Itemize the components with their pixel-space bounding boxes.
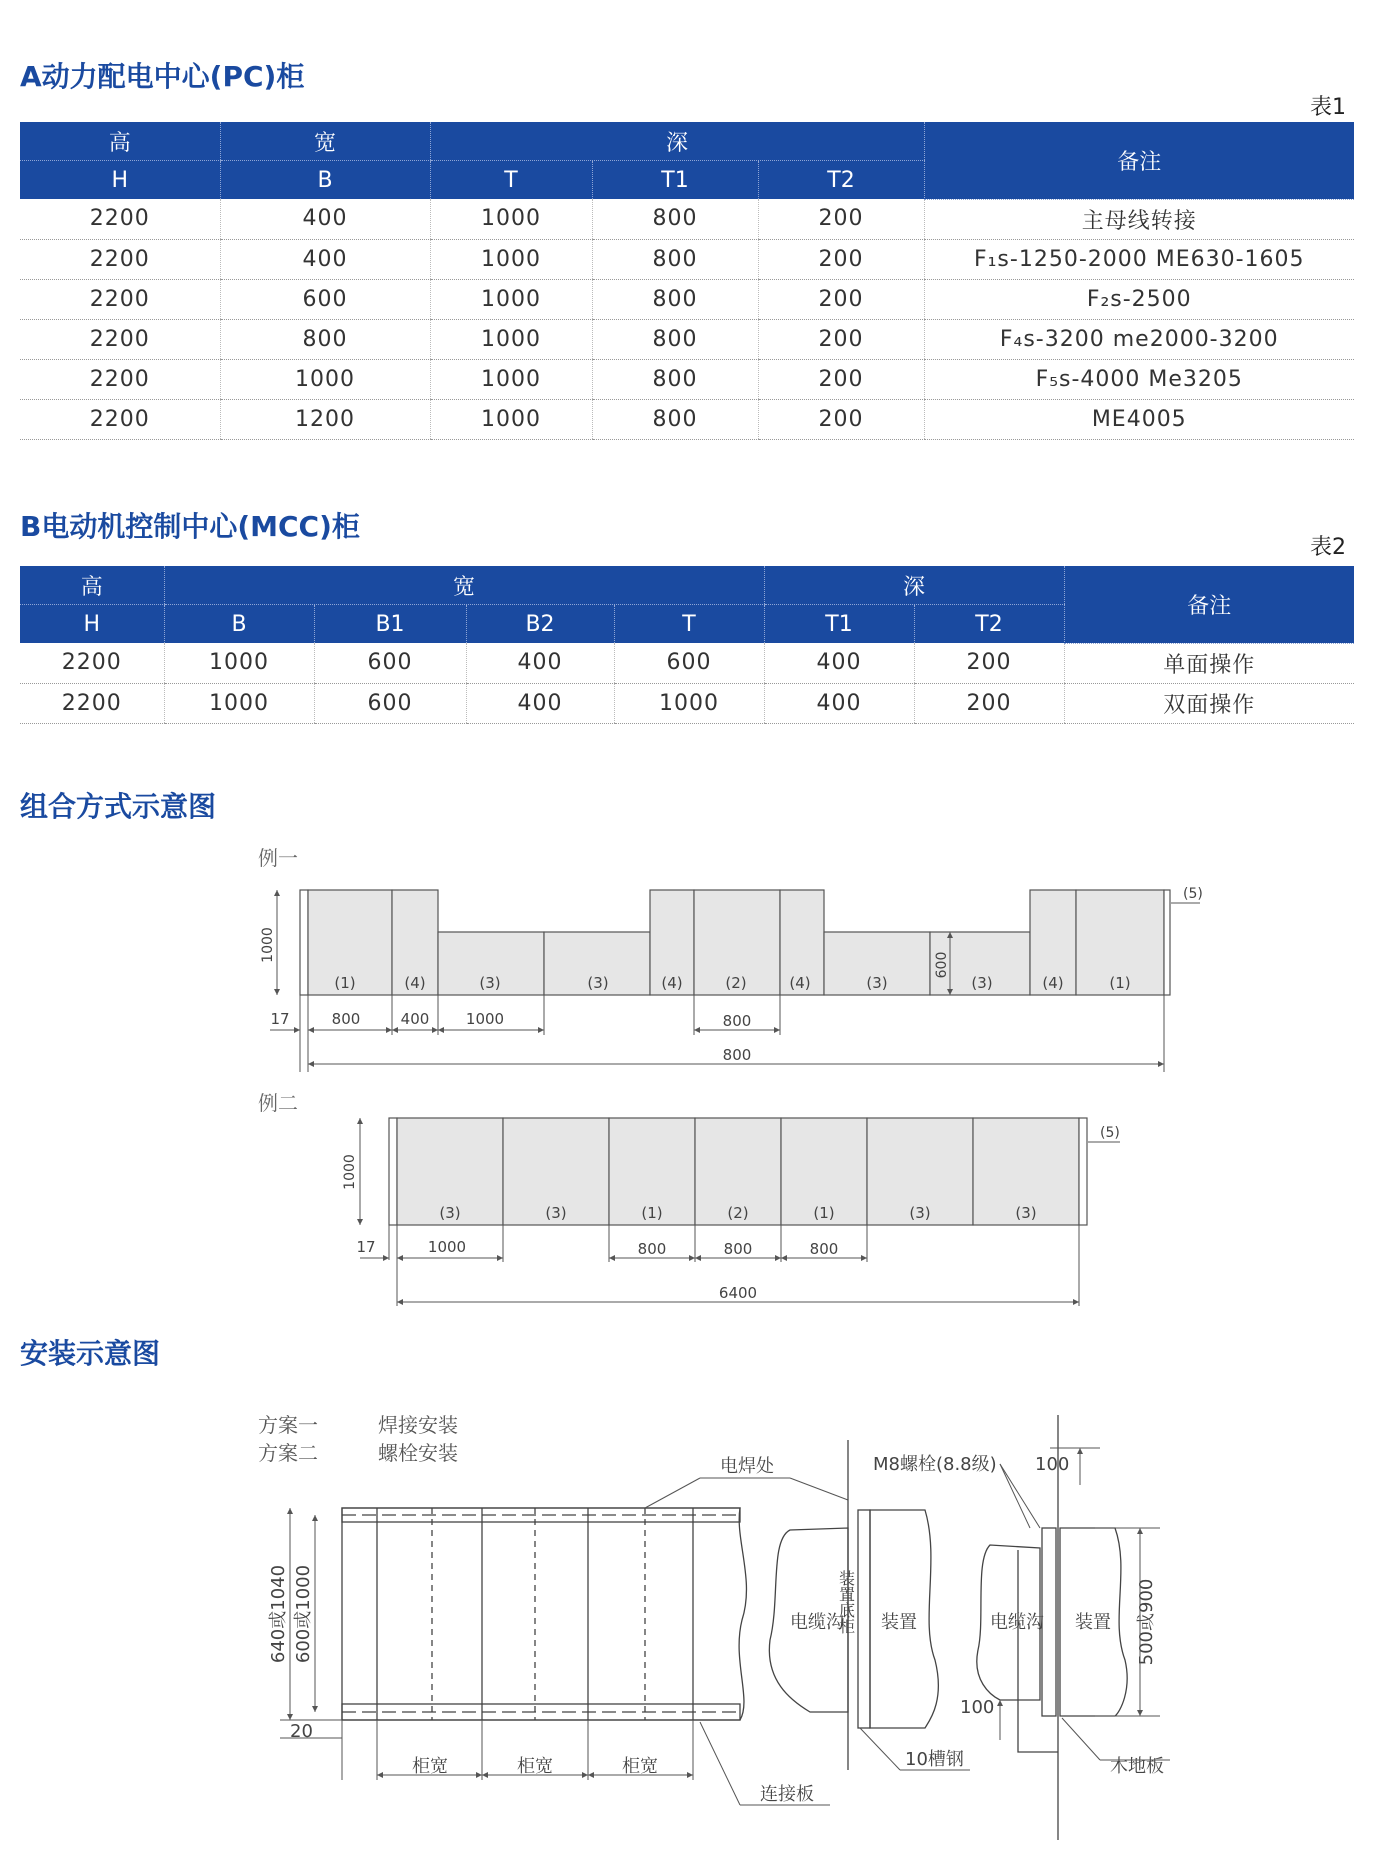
leader-line <box>700 1722 740 1805</box>
dim-100-bottom: 100 <box>960 1697 995 1718</box>
header-b: B <box>164 605 314 644</box>
cell: 200 <box>758 359 924 399</box>
dim-label: 1000 <box>465 1010 505 1028</box>
header-b2: B2 <box>466 605 614 644</box>
height-dim: 1000 <box>260 927 276 963</box>
module-label: (4) <box>789 974 811 992</box>
leader-line <box>790 1478 848 1500</box>
cell: 800 <box>592 319 758 359</box>
cell: 800 <box>592 239 758 279</box>
cell: 200 <box>758 279 924 319</box>
dim-label: 17 <box>356 1238 376 1256</box>
cell: 600 <box>614 643 764 683</box>
cell: 1000 <box>430 319 592 359</box>
cell: 单面操作 <box>1064 643 1354 683</box>
cell: 1000 <box>220 359 430 399</box>
cell: 200 <box>758 399 924 439</box>
module-label: (3) <box>909 1204 931 1222</box>
plan-2-label: 方案二 <box>258 1441 318 1465</box>
header-width: 宽 <box>220 122 430 161</box>
base-cabinet <box>858 1510 870 1728</box>
cell: 800 <box>592 399 758 439</box>
cell: 2200 <box>20 359 220 399</box>
module-label: (1) <box>334 974 356 992</box>
section-a-title: A动力配电中心(PC)柜 <box>20 60 305 93</box>
leader-line <box>645 1478 700 1508</box>
device-label: 装置 <box>1075 1612 1111 1633</box>
module-label: (1) <box>641 1204 663 1222</box>
cabinet-width-label: 柜宽 <box>412 1756 448 1777</box>
cabinet-width-label: 柜宽 <box>622 1756 658 1777</box>
floor-edge <box>1018 1550 1058 1752</box>
depth-dim: 600 <box>934 951 950 979</box>
header-h: H <box>20 161 220 200</box>
dim-label: 400 <box>400 1010 430 1028</box>
dim-outer: 640或1040 <box>268 1564 289 1664</box>
cell: 2200 <box>20 199 220 239</box>
header-height: 高 <box>20 566 164 605</box>
module-label: (3) <box>479 974 501 992</box>
module-label: (3) <box>866 974 888 992</box>
cell: 1000 <box>430 399 592 439</box>
cell: 1000 <box>430 359 592 399</box>
cell: 200 <box>758 319 924 359</box>
dim-inner: 600或1000 <box>293 1564 314 1664</box>
cell: 2200 <box>20 279 220 319</box>
weld-label: 电焊处 <box>720 1456 774 1477</box>
section-b-title: B电动机控制中心(MCC)柜 <box>20 510 360 543</box>
cell: F₄s-3200 me2000-3200 <box>924 319 1354 359</box>
header-b1: B1 <box>314 605 466 644</box>
install-title: 安装示意图 <box>20 1337 161 1370</box>
base-channel <box>1042 1528 1056 1716</box>
cell: 1000 <box>430 279 592 319</box>
leader-line <box>1000 1464 1030 1528</box>
dim-label: 800 <box>331 1010 361 1028</box>
example-1-dimensions <box>270 995 1164 1072</box>
header-t: T <box>614 605 764 644</box>
cable-trench-label: 电缆沟 <box>990 1612 1044 1633</box>
header-remark: 备注 <box>1064 566 1354 643</box>
table-1-number: 表1 <box>1310 95 1346 120</box>
frame-outline <box>342 1508 746 1720</box>
base-cabinet-label: 装置底柜 <box>836 1570 856 1634</box>
dim-label: 6400 <box>718 1284 758 1302</box>
top-channel <box>342 1508 740 1522</box>
cell: 2200 <box>20 239 220 279</box>
plate-label: 连接板 <box>760 1784 814 1805</box>
module-label: (3) <box>545 1204 567 1222</box>
cell: 主母线转接 <box>924 199 1354 239</box>
cell: 400 <box>466 643 614 683</box>
cell: 1000 <box>164 683 314 723</box>
header-t2: T2 <box>914 605 1064 644</box>
cell: 400 <box>764 683 914 723</box>
cell: 双面操作 <box>1064 683 1354 723</box>
dim-100-top: 100 <box>1035 1454 1070 1475</box>
cell: 1000 <box>164 643 314 683</box>
dim-label: 1000 <box>427 1238 467 1256</box>
dim-label: 17 <box>270 1010 290 1028</box>
dim-20: 20 <box>290 1721 313 1742</box>
header-t2: T2 <box>758 161 924 200</box>
module-label: (2) <box>727 1204 749 1222</box>
example-2-label: 例二 <box>258 1091 298 1115</box>
module-label: (3) <box>439 1204 461 1222</box>
table-2-number: 表2 <box>1310 535 1346 560</box>
dim-label: 800 <box>722 1012 752 1030</box>
example-2-dim-labels <box>356 1238 838 1302</box>
install-plans <box>258 1413 458 1465</box>
cell: 200 <box>758 239 924 279</box>
plan-dim-labels <box>268 1565 658 1777</box>
floor-label: 木地板 <box>1110 1756 1164 1777</box>
bolt-label: M8螺栓(8.8级) <box>873 1454 997 1475</box>
module-label: (3) <box>587 974 609 992</box>
end-plate-label: (5) <box>1100 1125 1120 1141</box>
cell: 400 <box>764 643 914 683</box>
plan-1-desc: 焊接安装 <box>378 1413 458 1437</box>
header-t1: T1 <box>592 161 758 200</box>
end-plate <box>300 890 308 995</box>
header-height: 高 <box>20 122 220 161</box>
cell: 800 <box>220 319 430 359</box>
end-plate-label: (5) <box>1183 886 1203 902</box>
cell: F₅s-4000 Me3205 <box>924 359 1354 399</box>
module-label: (4) <box>404 974 426 992</box>
cell: 600 <box>314 643 466 683</box>
example-1-dim-labels <box>270 1010 751 1064</box>
height-dim: 1000 <box>342 1154 358 1190</box>
cell: F₂s-2500 <box>924 279 1354 319</box>
leader-line <box>1000 1464 1040 1528</box>
module-label: (1) <box>813 1204 835 1222</box>
cell: 2200 <box>20 399 220 439</box>
cell: 400 <box>220 199 430 239</box>
header-remark: 备注 <box>924 122 1354 199</box>
plan-view <box>342 1508 746 1720</box>
header-depth: 深 <box>430 122 924 161</box>
cell: 2200 <box>20 683 164 723</box>
end-plate <box>1079 1118 1087 1225</box>
end-plate <box>1164 890 1170 995</box>
dim-label: 800 <box>809 1240 839 1258</box>
cell: 200 <box>758 199 924 239</box>
cell: 1000 <box>430 239 592 279</box>
header-depth: 深 <box>764 566 1064 605</box>
depth-dim: 500或900 <box>1136 1578 1157 1666</box>
cell: 2200 <box>20 643 164 683</box>
module-label: (1) <box>1109 974 1131 992</box>
weld-section-labels <box>790 1570 917 1634</box>
cell: 1200 <box>220 399 430 439</box>
leader-line <box>860 1728 900 1770</box>
leader-line <box>1062 1718 1100 1760</box>
header-b: B <box>220 161 430 200</box>
cell: 800 <box>592 359 758 399</box>
combo-title: 组合方式示意图 <box>20 790 217 823</box>
header-width: 宽 <box>164 566 764 605</box>
cell: 800 <box>592 199 758 239</box>
dim-label: 800 <box>637 1240 667 1258</box>
cell: 2200 <box>20 319 220 359</box>
cell: 1000 <box>614 683 764 723</box>
header-t1: T1 <box>764 605 914 644</box>
module-label: (2) <box>725 974 747 992</box>
device-label: 装置 <box>881 1612 917 1633</box>
cell: 600 <box>220 279 430 319</box>
dim-label: 800 <box>722 1046 752 1064</box>
plan-2-desc: 螺栓安装 <box>378 1441 458 1465</box>
end-plate <box>389 1118 397 1225</box>
cell: 400 <box>466 683 614 723</box>
cell: 600 <box>314 683 466 723</box>
cell: 200 <box>914 683 1064 723</box>
module-label: (3) <box>1015 1204 1037 1222</box>
cell: 200 <box>914 643 1064 683</box>
dim-label: 800 <box>723 1240 753 1258</box>
module-label: (4) <box>1042 974 1064 992</box>
header-t: T <box>430 161 592 200</box>
channel-label: 10槽钢 <box>905 1749 964 1770</box>
module-label: (4) <box>661 974 683 992</box>
cell: 1000 <box>430 199 592 239</box>
header-h: H <box>20 605 164 644</box>
cell: ME4005 <box>924 399 1354 439</box>
example-1-label: 例一 <box>258 846 298 870</box>
cell: 800 <box>592 279 758 319</box>
cell: F₁s-1250-2000 ME630-1605 <box>924 239 1354 279</box>
cable-trench-label: 电缆沟 <box>790 1612 844 1633</box>
plan-1-label: 方案一 <box>258 1413 318 1437</box>
module-label: (3) <box>971 974 993 992</box>
cell: 400 <box>220 239 430 279</box>
bottom-channel <box>342 1704 740 1720</box>
cabinet-width-label: 柜宽 <box>517 1756 553 1777</box>
